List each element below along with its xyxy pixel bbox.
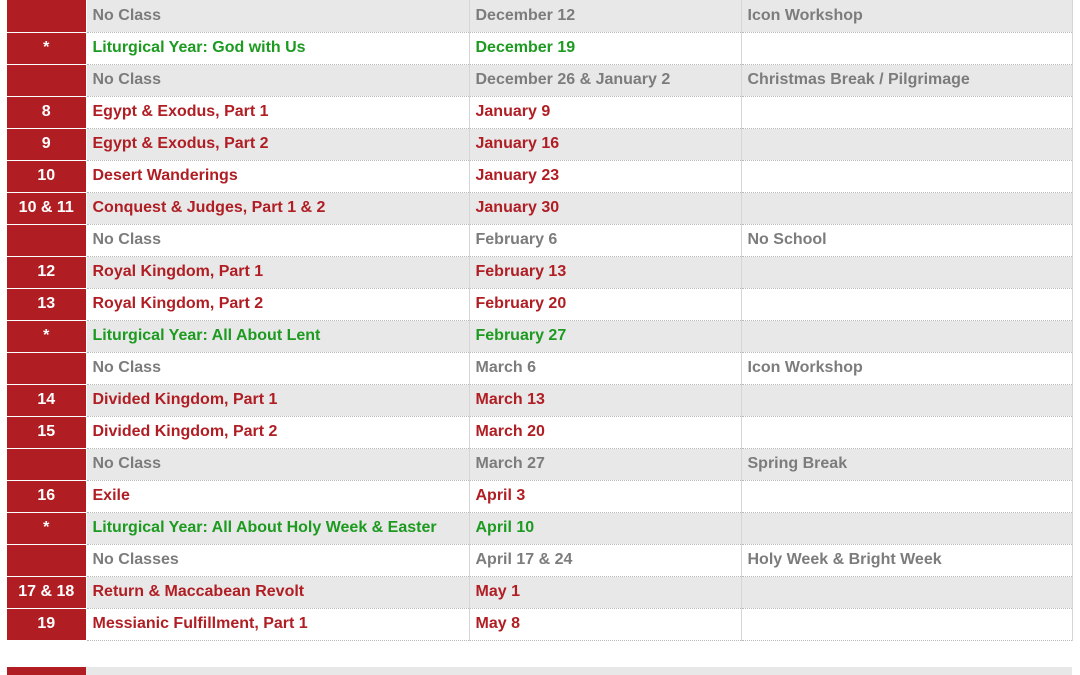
session-number	[7, 544, 86, 576]
session-date: March 20	[469, 416, 741, 448]
session-note: No School	[741, 224, 1072, 256]
session-topic: No Classes	[86, 544, 469, 576]
session-note: Icon Workshop	[741, 0, 1072, 32]
session-topic: Royal Kingdom, Part 1	[86, 256, 469, 288]
schedule-row	[7, 480, 1072, 512]
session-date: April 17 & 24	[469, 544, 741, 576]
session-date: April 3	[469, 480, 741, 512]
session-note	[741, 256, 1072, 288]
session-date: February 6	[469, 224, 741, 256]
session-note	[741, 416, 1072, 448]
session-topic: No Class	[86, 448, 469, 480]
next-row-number-cell-partial	[7, 667, 86, 675]
session-number	[7, 352, 86, 384]
session-note	[741, 288, 1072, 320]
session-note	[741, 320, 1072, 352]
session-number: *	[7, 512, 86, 544]
session-date: February 20	[469, 288, 741, 320]
session-topic: Return & Maccabean Revolt	[86, 576, 469, 608]
session-note: Icon Workshop	[741, 352, 1072, 384]
session-topic: Divided Kingdom, Part 1	[86, 384, 469, 416]
session-number: 14	[7, 384, 86, 416]
session-topic: Egypt & Exodus, Part 1	[86, 96, 469, 128]
schedule-row	[7, 416, 1072, 448]
session-date: March 6	[469, 352, 741, 384]
session-topic: No Class	[86, 64, 469, 96]
schedule-row	[7, 32, 1072, 64]
session-number: *	[7, 320, 86, 352]
class-schedule-table	[7, 0, 1073, 641]
session-note	[741, 608, 1072, 640]
session-date: January 9	[469, 96, 741, 128]
schedule-row	[7, 608, 1072, 640]
next-row-partial	[86, 667, 1072, 675]
session-number: 12	[7, 256, 86, 288]
session-note	[741, 192, 1072, 224]
session-date: January 23	[469, 160, 741, 192]
session-topic: Exile	[86, 480, 469, 512]
session-date: March 27	[469, 448, 741, 480]
session-topic: Messianic Fulfillment, Part 1	[86, 608, 469, 640]
session-number: 16	[7, 480, 86, 512]
session-note: Christmas Break / Pilgrimage	[741, 64, 1072, 96]
session-topic: Desert Wanderings	[86, 160, 469, 192]
session-topic: No Class	[86, 0, 469, 32]
schedule-row	[7, 448, 1072, 480]
schedule-row	[7, 352, 1072, 384]
schedule-row	[7, 192, 1072, 224]
session-date: May 1	[469, 576, 741, 608]
schedule-row	[7, 512, 1072, 544]
session-topic: Liturgical Year: All About Holy Week & Easter	[86, 512, 469, 544]
session-number: 19	[7, 608, 86, 640]
session-date: May 8	[469, 608, 741, 640]
session-date: December 19	[469, 32, 741, 64]
session-number: 13	[7, 288, 86, 320]
session-number: 9	[7, 128, 86, 160]
session-date: February 27	[469, 320, 741, 352]
session-number: 8	[7, 96, 86, 128]
schedule-row	[7, 288, 1072, 320]
schedule-row	[7, 96, 1072, 128]
session-number: 10 & 11	[7, 192, 86, 224]
session-date: April 10	[469, 512, 741, 544]
schedule-row	[7, 224, 1072, 256]
session-number	[7, 224, 86, 256]
session-date: February 13	[469, 256, 741, 288]
schedule-row	[7, 384, 1072, 416]
session-note	[741, 480, 1072, 512]
schedule-body	[7, 0, 1072, 640]
schedule-row	[7, 160, 1072, 192]
session-number: *	[7, 32, 86, 64]
session-topic: Conquest & Judges, Part 1 & 2	[86, 192, 469, 224]
session-topic: Royal Kingdom, Part 2	[86, 288, 469, 320]
session-number: 10	[7, 160, 86, 192]
session-number	[7, 64, 86, 96]
session-note	[741, 128, 1072, 160]
session-note	[741, 512, 1072, 544]
session-note: Holy Week & Bright Week	[741, 544, 1072, 576]
session-number	[7, 448, 86, 480]
session-topic: No Class	[86, 352, 469, 384]
session-number	[7, 0, 86, 32]
schedule-row	[7, 256, 1072, 288]
session-note	[741, 96, 1072, 128]
session-note: Spring Break	[741, 448, 1072, 480]
session-date: December 12	[469, 0, 741, 32]
session-date: January 30	[469, 192, 741, 224]
session-topic: No Class	[86, 224, 469, 256]
session-number: 15	[7, 416, 86, 448]
session-topic: Divided Kingdom, Part 2	[86, 416, 469, 448]
session-date: January 16	[469, 128, 741, 160]
session-topic: Egypt & Exodus, Part 2	[86, 128, 469, 160]
session-topic: Liturgical Year: All About Lent	[86, 320, 469, 352]
schedule-row	[7, 576, 1072, 608]
session-note	[741, 160, 1072, 192]
schedule-row	[7, 0, 1072, 32]
session-topic: Liturgical Year: God with Us	[86, 32, 469, 64]
session-note	[741, 32, 1072, 64]
session-date: December 26 & January 2	[469, 64, 741, 96]
schedule-row	[7, 320, 1072, 352]
schedule-row	[7, 64, 1072, 96]
session-note	[741, 384, 1072, 416]
session-number: 17 & 18	[7, 576, 86, 608]
schedule-row	[7, 128, 1072, 160]
schedule-row	[7, 544, 1072, 576]
session-date: March 13	[469, 384, 741, 416]
session-note	[741, 576, 1072, 608]
